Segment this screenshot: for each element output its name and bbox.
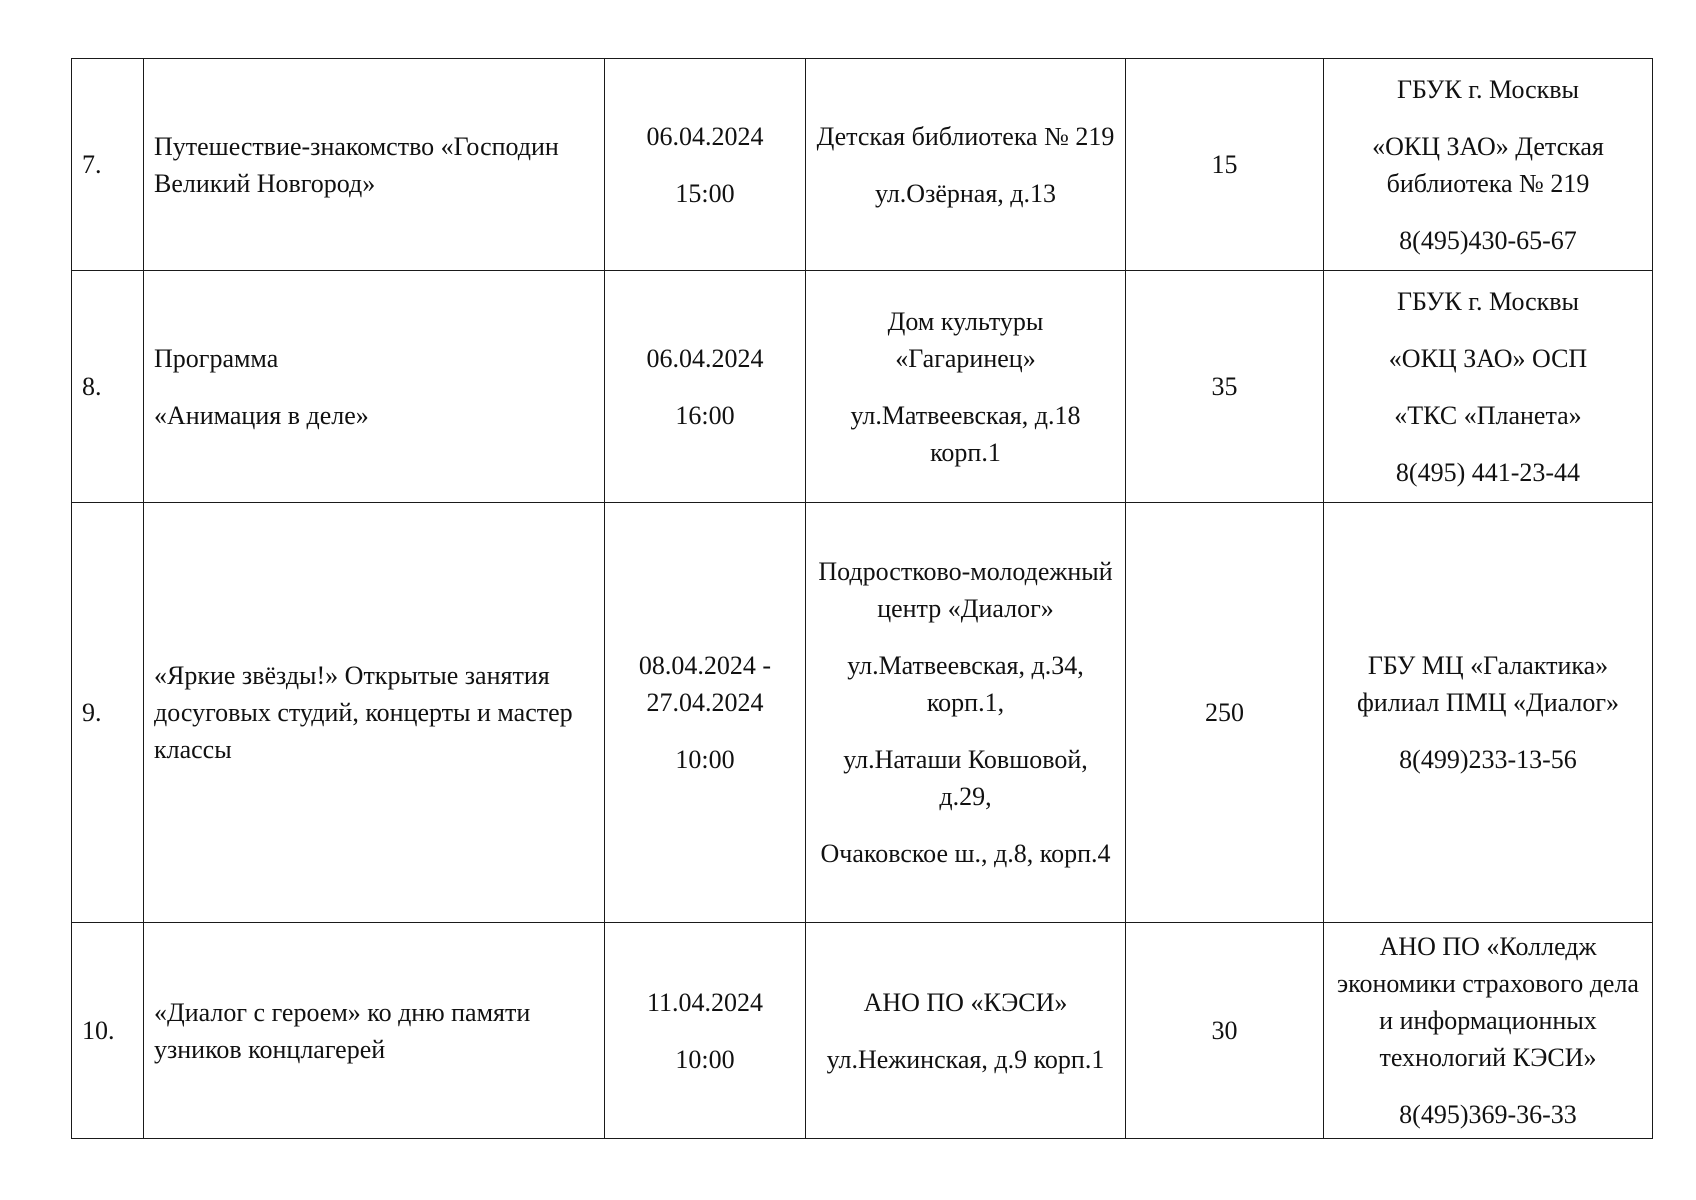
venue-address: ул.Матвеевская, д.18 корп.1 — [850, 400, 1081, 467]
organizer-phone: 8(495)369-36-33 — [1399, 1100, 1577, 1129]
participants-cell — [1126, 503, 1324, 923]
participants-cell — [1126, 59, 1324, 271]
event-date-cell — [605, 271, 806, 503]
event-title-cell — [144, 59, 605, 271]
venue-name: Подростково-молодежный центр «Диалог» — [818, 557, 1113, 623]
organizer-line: «ОКЦ ЗАО» Детская библиотека № 219 — [1372, 131, 1604, 198]
participants-cell — [1126, 271, 1324, 503]
event-title-line: «Яркие звёзды!» Открытые занятия досуговых студий, концерты и мастер классы — [154, 661, 573, 764]
organizer-line: ГБУК г. Москвы — [1396, 74, 1580, 104]
organizer-cell — [1324, 923, 1653, 1139]
row-number: 10. — [82, 1016, 115, 1045]
row-number-cell — [72, 503, 144, 923]
event-title-line: «Диалог с героем» ко дню памяти узников концлагерей — [154, 997, 531, 1064]
venue-cell — [806, 271, 1126, 503]
table-row — [72, 59, 1653, 271]
organizer-cell — [1324, 503, 1653, 923]
venue-cell — [806, 59, 1126, 271]
event-title-line: Программа — [154, 343, 279, 373]
organizer-phone: 8(495)430-65-67 — [1399, 225, 1577, 255]
event-title-cell — [144, 271, 605, 503]
venue-name: Дом культуры «Гагаринец» — [887, 306, 1044, 373]
table-row — [72, 503, 1653, 923]
event-title-line: Путешествие-знакомство «Господин Великий Новгород» — [154, 131, 559, 198]
table-row — [72, 271, 1653, 503]
event-date-cell — [605, 923, 806, 1139]
organizer-line: ГБУК г. Москвы — [1396, 286, 1580, 316]
participants-cell — [1126, 923, 1324, 1139]
venue-address: ул.Матвеевская, д.34, корп.1, — [847, 651, 1084, 717]
organizer-line: АНО ПО «Колледж экономики страхового дела и информационных технологий КЭСИ» — [1337, 932, 1639, 1072]
event-title-cell — [144, 923, 605, 1139]
venue-name: Детская библиотека № 219 — [816, 121, 1115, 151]
event-date: 06.04.2024 — [646, 121, 764, 151]
event-schedule-page — [71, 58, 1652, 1139]
event-time: 15:00 — [675, 178, 735, 208]
event-title-line: «Анимация в деле» — [154, 400, 369, 430]
participants-count: 250 — [1205, 698, 1244, 727]
venue-address: Очаковское ш., д.8, корп.4 — [820, 839, 1111, 868]
organizer-phone: 8(495) 441-23-44 — [1395, 457, 1581, 487]
event-date-cell — [605, 59, 806, 271]
organizer-line: ГБУ МЦ «Галактика» филиал ПМЦ «Диалог» — [1356, 651, 1620, 717]
venue-address: ул.Наташи Ковшовой, д.29, — [843, 745, 1088, 811]
event-time: 16:00 — [675, 400, 735, 430]
venue-name: АНО ПО «КЭСИ» — [863, 987, 1068, 1017]
event-time: 10:00 — [675, 1044, 735, 1074]
event-date-cell — [605, 503, 806, 923]
event-date: 08.04.2024 - 27.04.2024 — [638, 651, 772, 717]
table-row — [72, 923, 1653, 1139]
participants-count: 35 — [1211, 372, 1238, 401]
event-date: 06.04.2024 — [646, 343, 764, 373]
organizer-line: «ОКЦ ЗАО» ОСП — [1388, 343, 1588, 373]
row-number-cell — [72, 271, 144, 503]
row-number-cell — [72, 59, 144, 271]
venue-address: ул.Нежинская, д.9 корп.1 — [826, 1044, 1105, 1074]
event-time: 10:00 — [675, 745, 735, 774]
row-number-cell — [72, 923, 144, 1139]
organizer-cell — [1324, 271, 1653, 503]
row-number: 9. — [82, 698, 102, 727]
participants-count: 15 — [1211, 150, 1238, 179]
venue-cell — [806, 923, 1126, 1139]
event-date: 11.04.2024 — [646, 987, 764, 1017]
row-number: 7. — [82, 150, 102, 179]
venue-cell — [806, 503, 1126, 923]
event-schedule-table — [71, 58, 1653, 1139]
row-number: 8. — [82, 372, 102, 401]
event-title-cell — [144, 503, 605, 923]
participants-count: 30 — [1211, 1016, 1238, 1045]
organizer-line: «ТКС «Планета» — [1394, 400, 1582, 430]
venue-address: ул.Озёрная, д.13 — [874, 178, 1057, 208]
organizer-cell — [1324, 59, 1653, 271]
organizer-phone: 8(499)233-13-56 — [1399, 745, 1577, 774]
